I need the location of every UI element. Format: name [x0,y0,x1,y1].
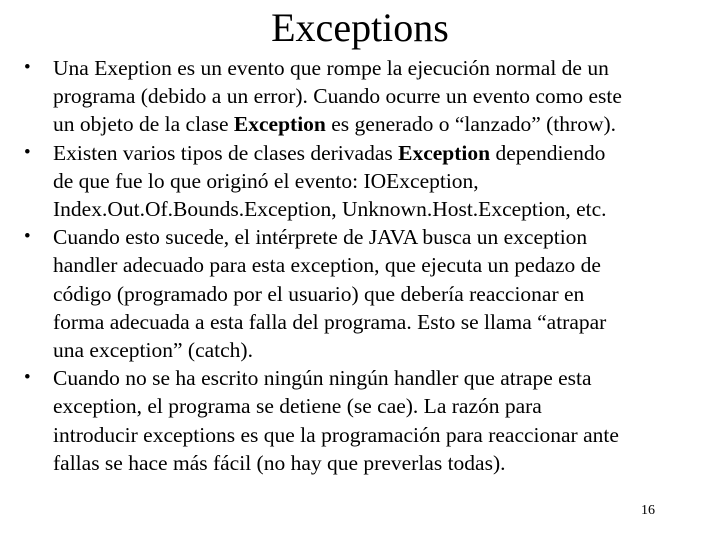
bold-class-name: Exception [398,140,491,165]
bullet-item [24,223,694,364]
bullet-line [53,54,694,82]
bullet-item [24,54,694,139]
bullet-text: Index.Out.Of.Bounds.Exception, Unknown.Host.Exception, etc. [53,197,607,222]
bullet-line [53,251,694,279]
bullet-dot-icon: • [24,226,31,248]
bullet-text: un objeto de la clase [53,112,234,137]
bullet-text: introducir exceptions es que la programación para reaccionar ante [53,422,619,447]
page-number: 16 [641,503,655,518]
bullet-line [53,449,694,477]
bullet-text: exception, el programa se detiene (se cae). La razón para [53,394,542,419]
bullet-line [53,392,694,420]
bullet-line [53,110,694,138]
bullet-text: es generado o “lanzado” (throw). [325,112,617,137]
bullet-line [53,421,694,449]
bullet-item [24,139,694,224]
bullet-line [53,223,694,251]
bullet-text: de que fue lo que originó el evento: IOException, [53,168,479,193]
bullet-text: Cuando no se ha escrito ningún ningún handler que atrape esta [53,366,592,391]
bullet-line [53,195,694,223]
bullet-text: una exception” (catch). [53,338,253,363]
slide-title: Exceptions [271,5,449,50]
bullet-line [53,82,694,110]
bullet-line [53,167,694,195]
bullet-line [53,364,694,392]
bullet-dot-icon: • [24,141,31,163]
bold-class-name: Exception [233,112,326,137]
bullet-list [24,54,694,477]
bullet-text: Una Exeption es un evento que rompe la ejecución normal de un [53,56,609,80]
bullet-line [53,336,694,364]
bullet-text: forma adecuada a esta falla del programa. Esto se llama “atrapar [53,309,607,334]
bullet-text: dependiendo [490,140,606,165]
bullet-line [53,308,694,336]
bullet-item [24,364,694,477]
bullet-text: código (programado por el usuario) que debería reaccionar en [53,281,585,306]
bullet-text: Cuando esto sucede, el intérprete de JAVA busca un exception [53,225,588,250]
bullet-text: fallas se hace más fácil (no hay que preverlas todas). [53,450,506,475]
bullet-dot-icon: • [24,57,31,78]
bullet-text: programa (debido a un error). Cuando ocurre un evento como este [53,84,622,109]
bullet-dot-icon: • [24,367,31,389]
bullet-text: Existen varios tipos de clases derivadas [53,140,399,165]
bullet-text: handler adecuado para esta exception, que ejecuta un pedazo de [53,253,601,278]
bullet-line [53,280,694,308]
bullet-line [53,139,694,167]
